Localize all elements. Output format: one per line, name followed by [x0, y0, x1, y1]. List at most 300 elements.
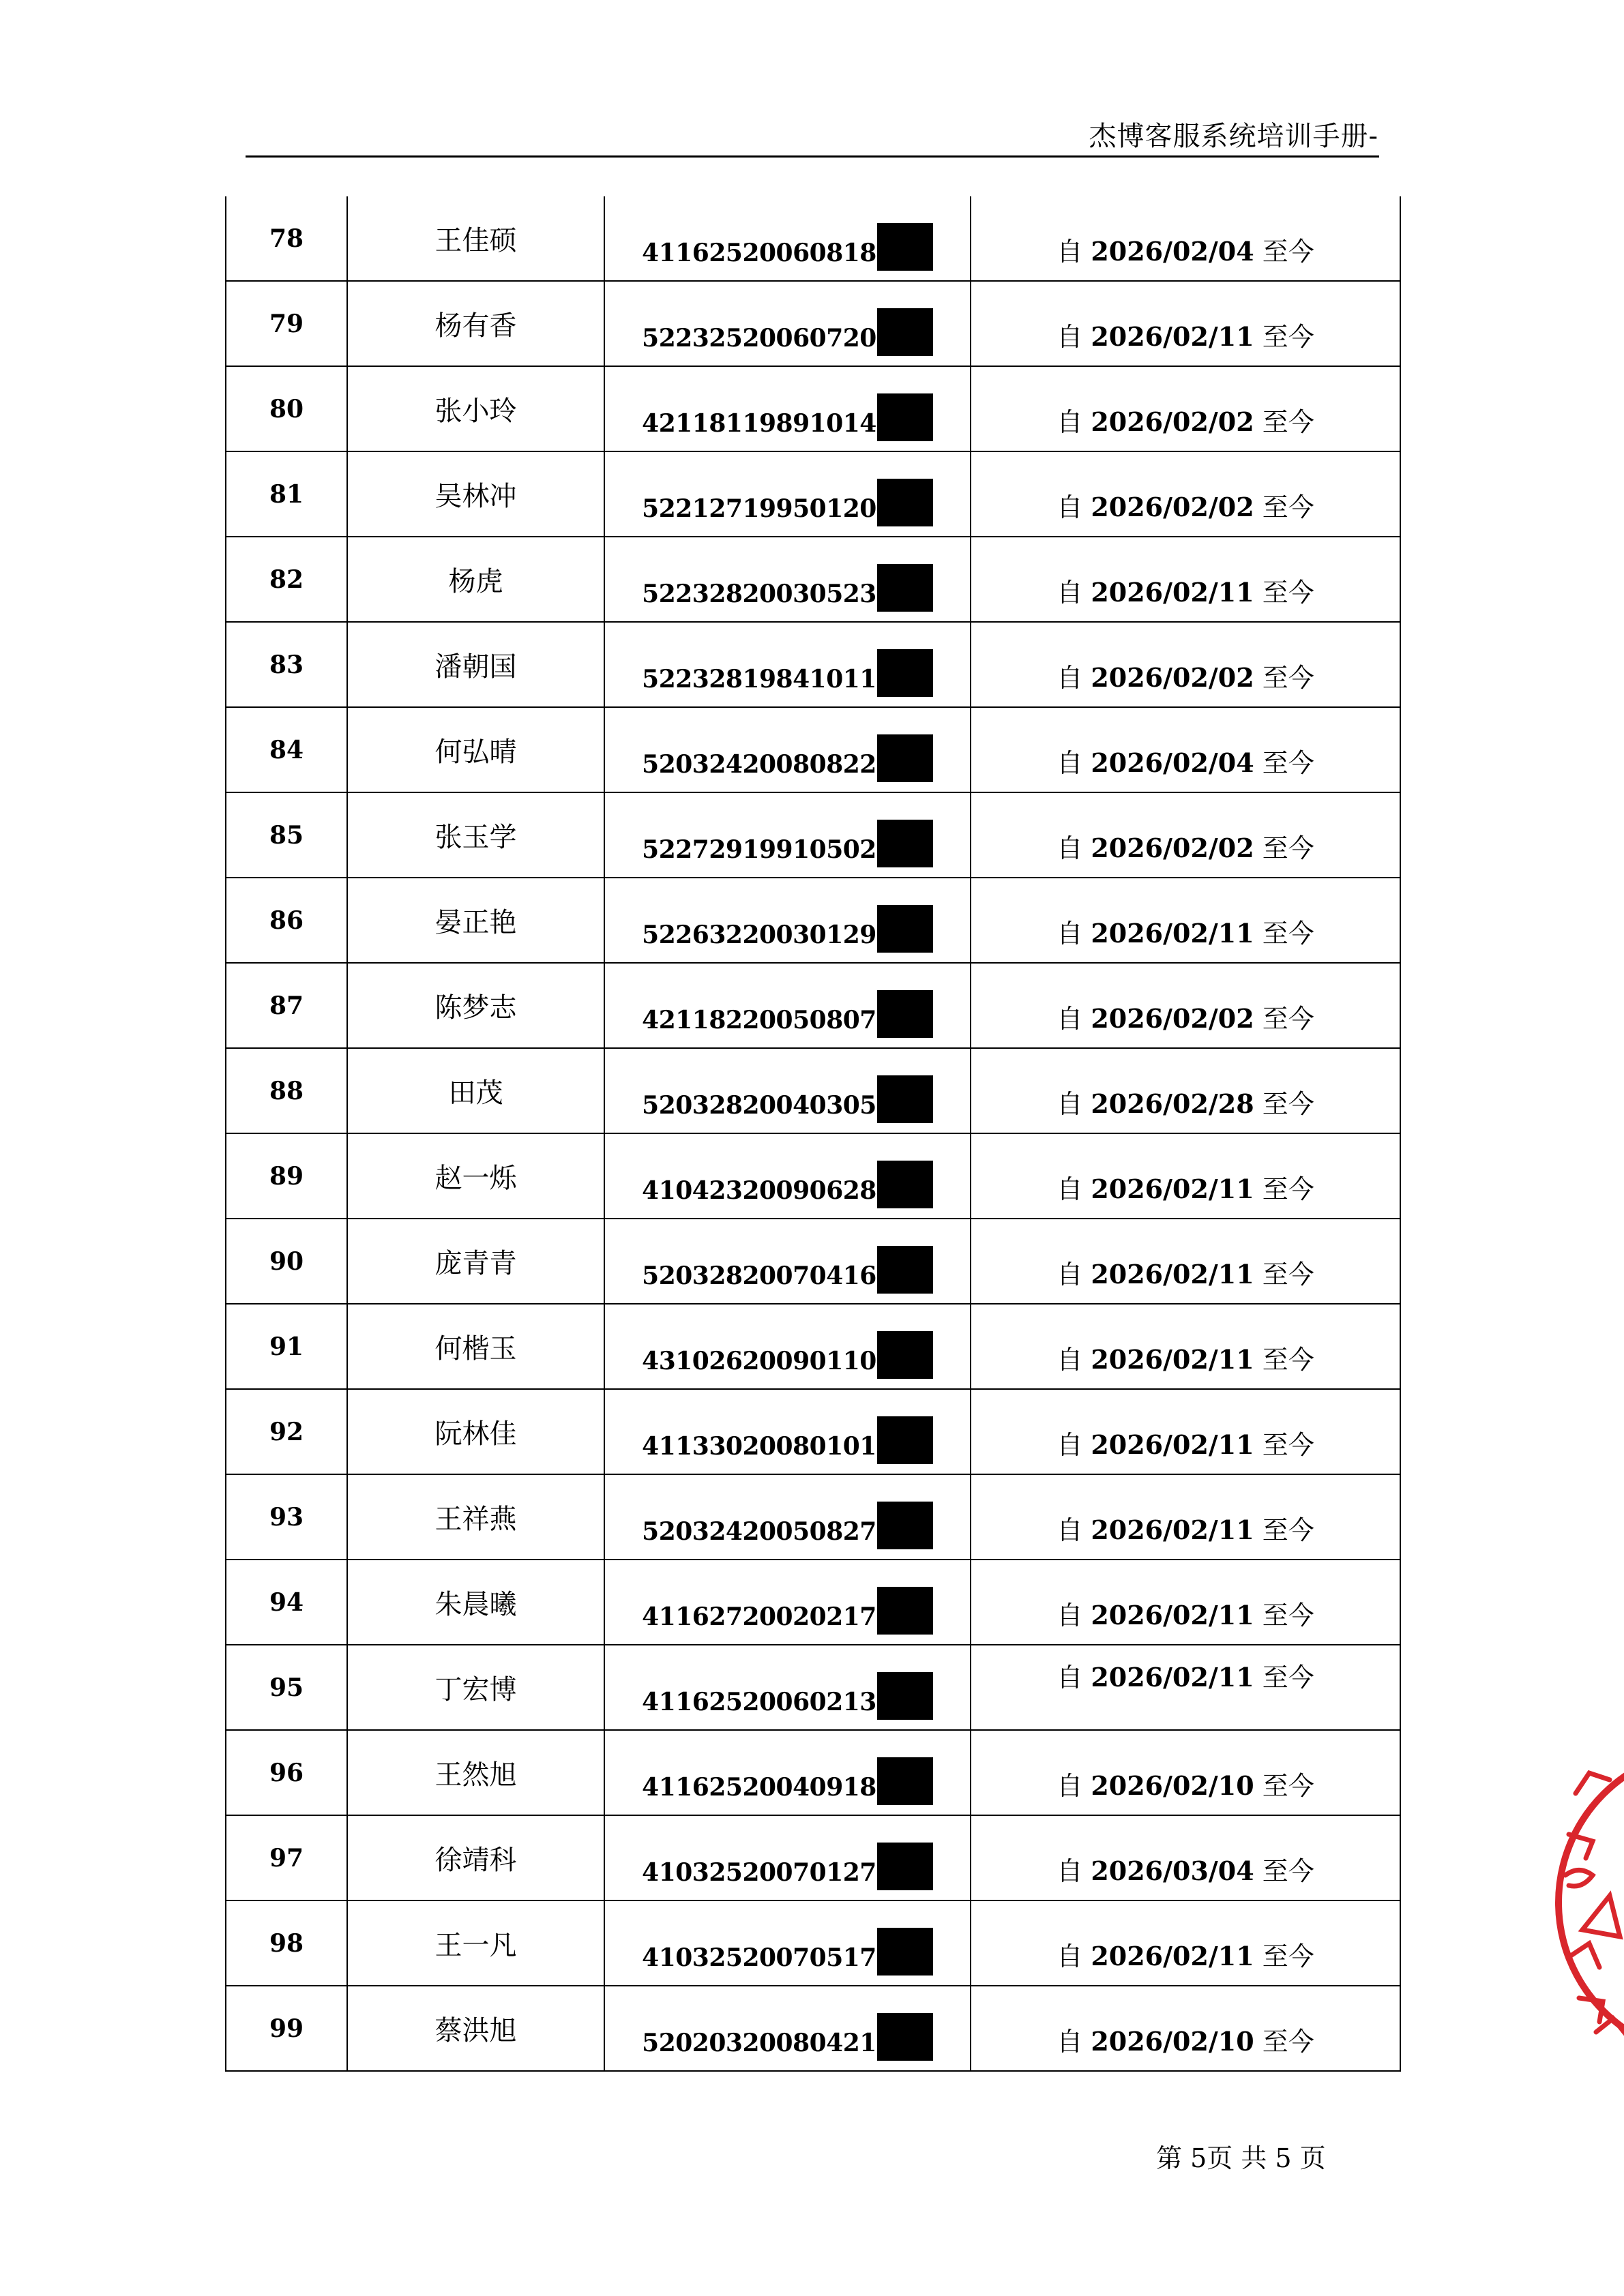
date-value: 2026/02/10 [1091, 1770, 1254, 1801]
date-wrap [1057, 1771, 1314, 1801]
row-number [226, 1304, 347, 1389]
row-number [226, 1900, 347, 1986]
row-name [347, 1560, 604, 1645]
row-id [604, 792, 971, 878]
date-suffix: 至今 [1262, 663, 1314, 693]
table-row [226, 878, 1400, 963]
row-date [971, 1986, 1400, 2071]
date-value: 2026/03/04 [1091, 1855, 1254, 1886]
row-date [971, 1560, 1400, 1645]
date-wrap [1057, 322, 1314, 352]
row-number-text: 97 [269, 1843, 304, 1873]
row-id-text: 52272919910502 [642, 835, 876, 864]
row-id-text: 52032820070416 [642, 1261, 876, 1290]
row-name [347, 451, 604, 537]
row-number [226, 537, 347, 622]
table-row [226, 366, 1400, 451]
row-name [347, 1304, 604, 1389]
row-number-text: 80 [269, 394, 304, 423]
row-date [971, 451, 1400, 537]
row-name-text: 阮林佳 [434, 1418, 517, 1450]
date-wrap [1057, 1004, 1314, 1034]
row-name-text: 杨有香 [434, 310, 517, 342]
id-wrap [642, 901, 933, 949]
date-suffix: 至今 [1262, 748, 1314, 778]
row-name-text: 王然旭 [434, 1759, 517, 1791]
redaction-block [877, 820, 933, 867]
date-value: 2026/02/10 [1091, 2026, 1254, 2057]
row-number-text: 82 [269, 565, 304, 594]
date-prefix: 自 [1057, 748, 1083, 778]
row-name-text: 徐靖科 [434, 1845, 517, 1876]
redaction-block [877, 1843, 933, 1890]
date-wrap [1057, 407, 1314, 437]
page-number: 第 5页 共 5 页 [1156, 2143, 1326, 2173]
row-id-text: 41133020080101 [642, 1431, 876, 1461]
row-id-text: 52232819841011 [642, 664, 876, 694]
row-id-text: 41032520070127 [642, 1858, 876, 1887]
date-wrap [1057, 1600, 1314, 1630]
row-name [347, 1645, 604, 1730]
red-seal-stamp [1548, 1732, 1624, 2073]
redaction-block [877, 1928, 933, 1976]
row-name [347, 792, 604, 878]
date-value: 2026/02/11 [1091, 1515, 1254, 1545]
date-suffix: 至今 [1262, 237, 1314, 267]
table-row [226, 792, 1400, 878]
row-date [971, 281, 1400, 366]
date-suffix: 至今 [1262, 2027, 1314, 2057]
date-wrap [1057, 1663, 1314, 1693]
date-prefix: 自 [1057, 1345, 1083, 1375]
date-prefix: 自 [1057, 322, 1083, 352]
row-number-text: 83 [269, 650, 304, 679]
row-number-text: 94 [269, 1587, 304, 1617]
row-date [971, 792, 1400, 878]
row-date [971, 537, 1400, 622]
row-date [971, 707, 1400, 792]
row-name [347, 1219, 604, 1304]
row-number [226, 1474, 347, 1560]
row-number [226, 1389, 347, 1474]
table-row [226, 707, 1400, 792]
date-value: 2026/02/11 [1091, 577, 1254, 608]
row-id [604, 1304, 971, 1389]
date-suffix: 至今 [1262, 1515, 1314, 1545]
row-number-text: 78 [269, 224, 304, 253]
row-id-text: 52032420080822 [642, 749, 876, 779]
row-number [226, 1560, 347, 1645]
row-date [971, 1133, 1400, 1219]
table-row [226, 1304, 1400, 1389]
roster-body [226, 196, 1400, 2071]
row-number [226, 281, 347, 366]
table-row [226, 1900, 1400, 1986]
id-wrap [642, 645, 933, 693]
date-value: 2026/02/11 [1091, 1429, 1254, 1460]
row-id-text: 52032820040305 [642, 1090, 876, 1120]
date-wrap [1057, 1430, 1314, 1460]
row-name-text: 晏正艳 [434, 907, 517, 938]
id-wrap [642, 1071, 933, 1119]
date-suffix: 至今 [1262, 407, 1314, 437]
id-wrap [642, 1412, 933, 1460]
row-name-text: 吴林冲 [434, 481, 517, 512]
row-name-text: 杨虎 [448, 566, 503, 597]
row-number-text: 86 [269, 906, 304, 935]
row-date [971, 196, 1400, 281]
date-value: 2026/02/11 [1091, 1941, 1254, 1971]
row-id [604, 451, 971, 537]
date-value: 2026/02/02 [1091, 1003, 1254, 1034]
date-prefix: 自 [1057, 1771, 1083, 1801]
table-row [226, 1986, 1400, 2071]
date-value: 2026/02/02 [1091, 833, 1254, 863]
date-suffix: 至今 [1262, 1856, 1314, 1886]
row-date [971, 1474, 1400, 1560]
row-id-text: 52263220030129 [642, 920, 876, 949]
row-date [971, 1900, 1400, 1986]
row-id [604, 1048, 971, 1133]
date-suffix: 至今 [1262, 1004, 1314, 1034]
id-wrap [642, 1157, 933, 1204]
redaction-block [877, 649, 933, 697]
redaction-block [877, 1502, 933, 1549]
row-id-text: 42118119891014 [642, 408, 876, 438]
row-name [347, 622, 604, 707]
date-value: 2026/02/11 [1091, 1600, 1254, 1630]
date-wrap [1057, 1259, 1314, 1289]
id-wrap [642, 1497, 933, 1545]
row-id [604, 537, 971, 622]
row-date [971, 1730, 1400, 1815]
row-number-text: 91 [269, 1332, 304, 1361]
row-name-text: 丁宏博 [434, 1674, 517, 1705]
date-value: 2026/02/11 [1091, 321, 1254, 352]
id-wrap [642, 560, 933, 608]
row-name [347, 1389, 604, 1474]
row-id [604, 281, 971, 366]
date-value: 2026/02/11 [1091, 1174, 1254, 1204]
row-name-text: 蔡洪旭 [434, 2015, 517, 2046]
row-id [604, 1645, 971, 1730]
date-wrap [1057, 919, 1314, 949]
date-wrap [1057, 1174, 1314, 1204]
redaction-block [877, 2013, 933, 2061]
row-name [347, 1133, 604, 1219]
redaction-block [877, 1416, 933, 1464]
date-prefix: 自 [1057, 919, 1083, 949]
row-id-text: 42118220050807 [642, 1005, 876, 1034]
row-id-text: 41162520060818 [642, 238, 876, 267]
row-number-text: 93 [269, 1502, 304, 1532]
date-prefix: 自 [1057, 1515, 1083, 1545]
row-date [971, 366, 1400, 451]
row-number [226, 366, 347, 451]
id-wrap [642, 1242, 933, 1289]
date-prefix: 自 [1057, 1089, 1083, 1119]
id-wrap [642, 475, 933, 522]
date-suffix: 至今 [1262, 1771, 1314, 1801]
row-number [226, 1986, 347, 2071]
row-name [347, 1986, 604, 2071]
row-name [347, 878, 604, 963]
date-wrap [1057, 1941, 1314, 1971]
date-prefix: 自 [1057, 663, 1083, 693]
row-name-text: 张小玲 [434, 396, 517, 427]
redaction-block [877, 1757, 933, 1805]
date-value: 2026/02/11 [1091, 1662, 1254, 1693]
date-wrap [1057, 492, 1314, 522]
row-id [604, 1986, 971, 2071]
row-name-text: 王佳硕 [434, 225, 517, 256]
row-date [971, 963, 1400, 1048]
table-row [226, 963, 1400, 1048]
row-name-text: 陈梦志 [434, 992, 517, 1024]
table-row [226, 1133, 1400, 1219]
redaction-block [877, 1587, 933, 1635]
row-number-text: 84 [269, 735, 304, 764]
date-suffix: 至今 [1262, 1089, 1314, 1119]
date-wrap [1057, 1515, 1314, 1545]
row-date [971, 1048, 1400, 1133]
row-date [971, 1219, 1400, 1304]
row-name [347, 1048, 604, 1133]
redaction-block [877, 393, 933, 441]
row-id-text: 41042320090628 [642, 1176, 876, 1205]
id-wrap [642, 2009, 933, 2057]
redaction-block [877, 1246, 933, 1294]
row-date [971, 1815, 1400, 1900]
row-id-text: 52020320080421 [642, 2028, 876, 2057]
row-number [226, 1133, 347, 1219]
redaction-block [877, 1331, 933, 1379]
date-wrap [1057, 2027, 1314, 2057]
row-number [226, 1645, 347, 1730]
date-suffix: 至今 [1262, 1174, 1314, 1204]
date-value: 2026/02/02 [1091, 406, 1254, 437]
table-row [226, 281, 1400, 366]
row-name-text: 朱晨曦 [434, 1589, 517, 1620]
row-number-text: 85 [269, 820, 304, 850]
header-rule [246, 155, 1379, 158]
id-wrap [642, 219, 933, 267]
redaction-block [877, 223, 933, 271]
row-name-text: 王一凡 [434, 1930, 517, 1961]
row-id [604, 1133, 971, 1219]
row-id [604, 366, 971, 451]
row-name-text: 王祥燕 [434, 1504, 517, 1535]
row-name-text: 张玉学 [434, 822, 517, 853]
redaction-block [877, 479, 933, 526]
row-id [604, 963, 971, 1048]
date-wrap [1057, 748, 1314, 778]
row-number-text: 79 [269, 309, 304, 338]
date-suffix: 至今 [1262, 1259, 1314, 1289]
date-prefix: 自 [1057, 578, 1083, 608]
row-id [604, 707, 971, 792]
date-suffix: 至今 [1262, 1600, 1314, 1630]
date-prefix: 自 [1057, 1430, 1083, 1460]
table-row [226, 1389, 1400, 1474]
row-number-text: 95 [269, 1673, 304, 1702]
row-id-text: 41162720020217 [642, 1602, 876, 1631]
row-id [604, 1815, 971, 1900]
date-value: 2026/02/11 [1091, 1259, 1254, 1289]
row-number-text: 88 [269, 1076, 304, 1105]
row-number [226, 1219, 347, 1304]
row-name [347, 963, 604, 1048]
id-wrap [642, 986, 933, 1034]
date-suffix: 至今 [1262, 833, 1314, 863]
date-wrap [1057, 833, 1314, 863]
table-row [226, 1474, 1400, 1560]
date-prefix: 自 [1057, 1004, 1083, 1034]
row-number [226, 622, 347, 707]
row-date [971, 1389, 1400, 1474]
row-name [347, 281, 604, 366]
row-name-text: 潘朝国 [434, 651, 517, 683]
redaction-block [877, 990, 933, 1038]
row-date [971, 1645, 1400, 1730]
row-number [226, 451, 347, 537]
row-number [226, 963, 347, 1048]
date-wrap [1057, 237, 1314, 267]
table-row [226, 1048, 1400, 1133]
table-row [226, 451, 1400, 537]
date-suffix: 至今 [1262, 1663, 1314, 1693]
row-id [604, 1389, 971, 1474]
row-name [347, 1474, 604, 1560]
row-id-text: 41162520060213 [642, 1687, 876, 1716]
row-name [347, 1730, 604, 1815]
redaction-block [877, 1075, 933, 1123]
row-number [226, 1815, 347, 1900]
date-suffix: 至今 [1262, 322, 1314, 352]
row-date [971, 878, 1400, 963]
row-number [226, 196, 347, 281]
header-title: 杰博客服系统培训手册- [1089, 121, 1378, 152]
date-value: 2026/02/04 [1091, 747, 1254, 778]
date-suffix: 至今 [1262, 1430, 1314, 1460]
date-prefix: 自 [1057, 237, 1083, 267]
row-name [347, 537, 604, 622]
date-wrap [1057, 1345, 1314, 1375]
row-number-text: 89 [269, 1161, 304, 1191]
date-prefix: 自 [1057, 1856, 1083, 1886]
date-prefix: 自 [1057, 1174, 1083, 1204]
date-prefix: 自 [1057, 1941, 1083, 1971]
date-prefix: 自 [1057, 407, 1083, 437]
row-name [347, 707, 604, 792]
redaction-block [877, 564, 933, 612]
row-number-text: 96 [269, 1758, 304, 1787]
table-row [226, 1730, 1400, 1815]
date-suffix: 至今 [1262, 1345, 1314, 1375]
row-number-text: 98 [269, 1928, 304, 1958]
row-number [226, 1048, 347, 1133]
id-wrap [642, 1838, 933, 1886]
date-wrap [1057, 663, 1314, 693]
row-name-text: 何弘晴 [434, 736, 517, 768]
id-wrap [642, 389, 933, 437]
row-id-text: 52032420050827 [642, 1517, 876, 1546]
row-id [604, 878, 971, 963]
row-id [604, 1730, 971, 1815]
date-prefix: 自 [1057, 1663, 1083, 1693]
date-value: 2026/02/11 [1091, 1344, 1254, 1375]
table-row [226, 1815, 1400, 1900]
date-value: 2026/02/11 [1091, 918, 1254, 949]
row-number-text: 90 [269, 1247, 304, 1276]
date-prefix: 自 [1057, 492, 1083, 522]
date-wrap [1057, 578, 1314, 608]
row-id [604, 1474, 971, 1560]
id-wrap [642, 1327, 933, 1375]
row-name-text: 田茂 [448, 1077, 503, 1109]
row-number-text: 81 [269, 479, 304, 509]
id-wrap [642, 730, 933, 778]
row-number [226, 707, 347, 792]
row-number-text: 99 [269, 2014, 304, 2043]
redaction-block [877, 1161, 933, 1208]
date-wrap [1057, 1856, 1314, 1886]
redaction-block [877, 905, 933, 953]
row-number [226, 1730, 347, 1815]
row-name [347, 196, 604, 281]
row-id-text: 52232820030523 [642, 579, 876, 608]
redaction-block [877, 1672, 933, 1720]
row-name-text: 何楷玉 [434, 1333, 517, 1365]
row-number-text: 92 [269, 1417, 304, 1446]
row-id-text: 41032520070517 [642, 1943, 876, 1972]
row-number [226, 878, 347, 963]
row-number-text: 87 [269, 991, 304, 1020]
date-wrap [1057, 1089, 1314, 1119]
date-prefix: 自 [1057, 1600, 1083, 1630]
id-wrap [642, 1753, 933, 1801]
table-row [226, 196, 1400, 281]
date-prefix: 自 [1057, 2027, 1083, 2057]
date-suffix: 至今 [1262, 919, 1314, 949]
row-id-text: 52232520060720 [642, 323, 876, 353]
row-id-text: 41162520040918 [642, 1772, 876, 1802]
id-wrap [642, 1924, 933, 1971]
redaction-block [877, 308, 933, 356]
table-row [226, 1219, 1400, 1304]
date-value: 2026/02/04 [1091, 236, 1254, 267]
date-prefix: 自 [1057, 833, 1083, 863]
redaction-block [877, 734, 933, 782]
row-id-text: 43102620090110 [642, 1346, 876, 1375]
row-name-text: 赵一烁 [434, 1163, 517, 1194]
roster-table [225, 196, 1401, 2072]
id-wrap [642, 1583, 933, 1630]
row-name [347, 1900, 604, 1986]
date-prefix: 自 [1057, 1259, 1083, 1289]
date-value: 2026/02/02 [1091, 492, 1254, 522]
row-id [604, 1219, 971, 1304]
table-row [226, 1645, 1400, 1730]
row-date [971, 622, 1400, 707]
id-wrap [642, 304, 933, 352]
date-suffix: 至今 [1262, 492, 1314, 522]
row-date [971, 1304, 1400, 1389]
table-row [226, 1560, 1400, 1645]
id-wrap [642, 1668, 933, 1716]
row-name [347, 366, 604, 451]
row-id-text: 52212719950120 [642, 494, 876, 523]
